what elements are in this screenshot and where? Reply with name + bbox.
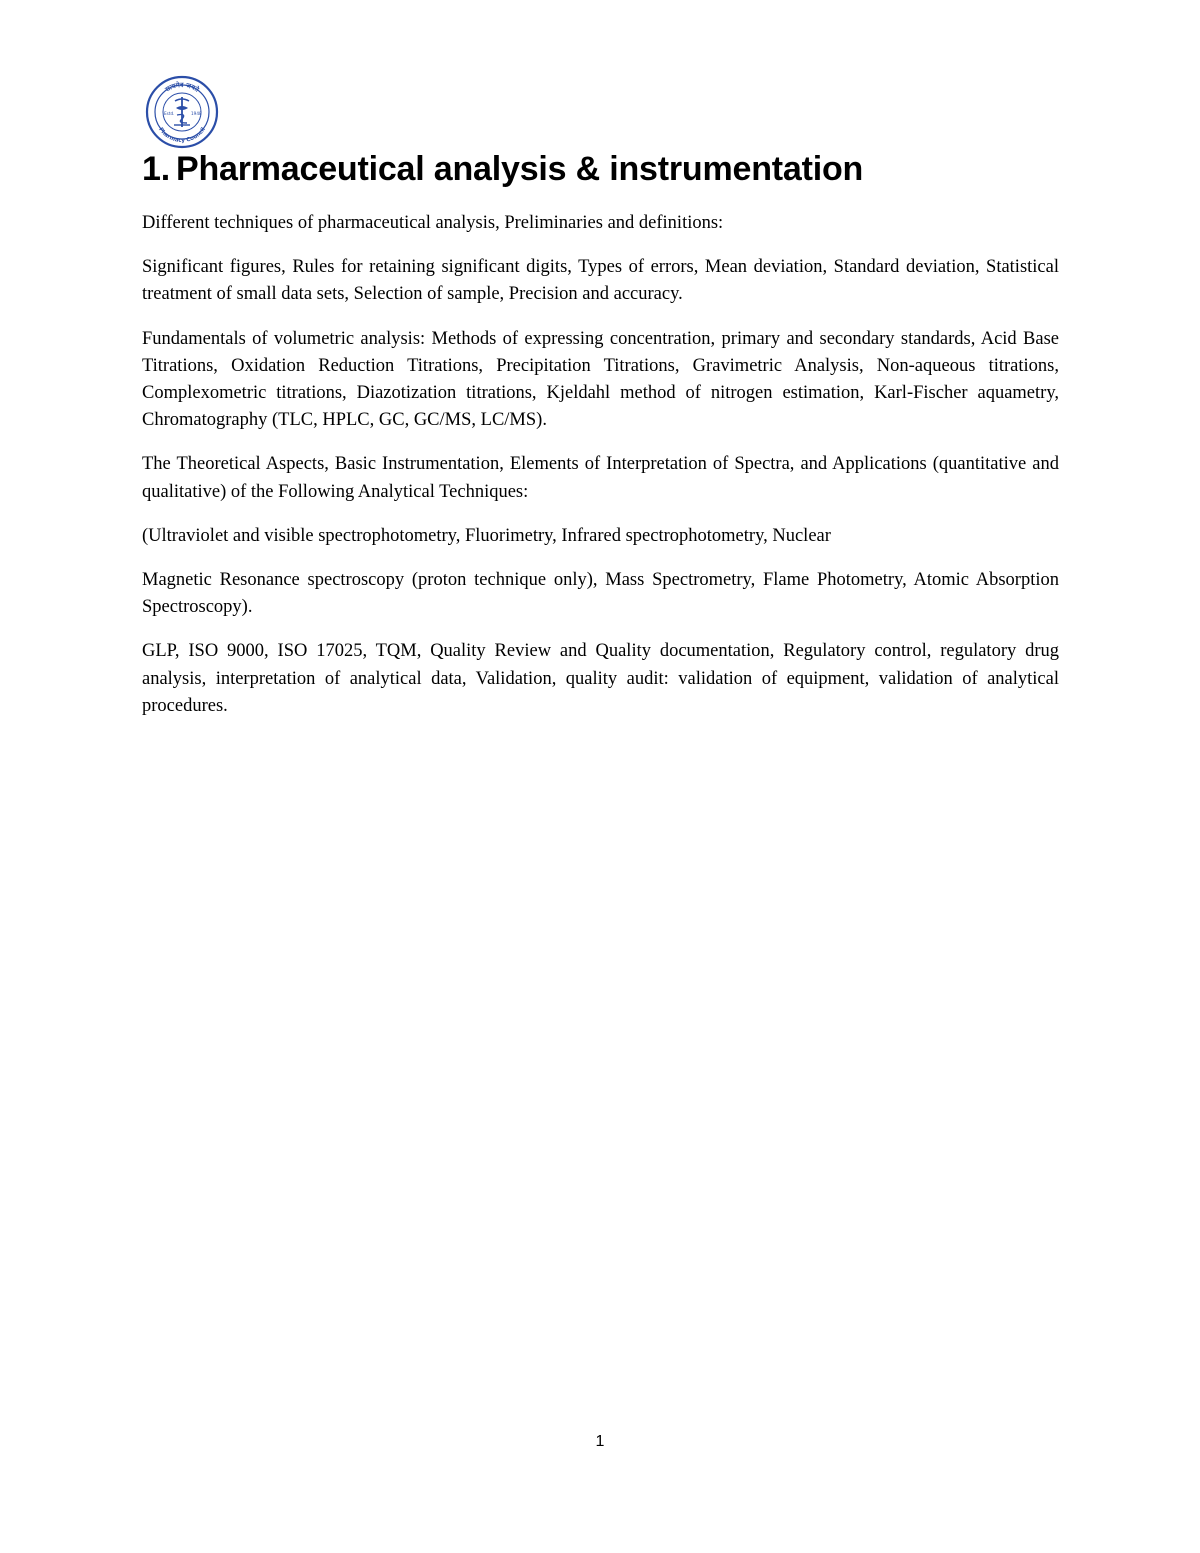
seal-text-left: Estd. <box>164 111 175 116</box>
institutional-seal-icon <box>145 75 219 149</box>
paragraph-spectroscopy-list: (Ultraviolet and visible spectrophotometry, Fluorimetry, Infrared spectrophotometry, Nuclear <box>142 525 831 546</box>
document-body <box>142 210 1059 737</box>
page-number: 1 <box>595 1433 605 1450</box>
paragraph-intro: Different techniques of pharmaceutical analysis, Preliminaries and definitions: <box>142 213 724 233</box>
paragraph-volumetric-analysis: Fundamentals of volumetric analysis: Methods of expressing concentration, primary and secondary standards, Acid Base Titrations, Oxidation Reduction Titrations, Precipitation Titrations, Gravimetric Analysis, Non-aqueous titrations, Complexometric titrations, Diazotization titrations, Kjeldahl method of nitrogen estimation, Karl-Fischer aquametry, Chromatography (TLC, HPLC, GC, GC/MS, LC/MS). <box>142 328 1059 431</box>
seal-text-bottom: Pharmacy Council <box>157 126 207 145</box>
paragraph-theoretical-aspects: The Theoretical Aspects, Basic Instrumentation, Elements of Interpretation of Spectra, and Applications (quantitative and qualitative) of the Following Analytical Techniques: <box>142 454 1059 502</box>
page-title <box>142 146 1072 192</box>
paragraph-quality: GLP, ISO 9000, ISO 17025, TQM, Quality Review and Quality documentation, Regulatory control, regulatory drug analysis, interpretation of analytical data, Validation, quality audit: validation of equipment, validation of analytical procedures. <box>142 641 1059 716</box>
section-title: Pharmaceutical analysis & instrumentation <box>175 150 864 188</box>
paragraph-nmr-mass: Magnetic Resonance spectroscopy (proton technique only), Mass Spectrometry, Flame Photometry, Atomic Absorption Spectroscopy). <box>142 570 1059 618</box>
paragraph-significant-figures: Significant figures, Rules for retaining significant digits, Types of errors, Mean deviation, Standard deviation, Statistical treatment of small data sets, Selection of sample, Precision and accuracy. <box>142 257 1059 305</box>
seal-text-right: 1948 <box>191 111 202 116</box>
seal-text-top: सत्यमेव जयते <box>163 80 201 94</box>
section-number: 1. <box>142 150 170 188</box>
